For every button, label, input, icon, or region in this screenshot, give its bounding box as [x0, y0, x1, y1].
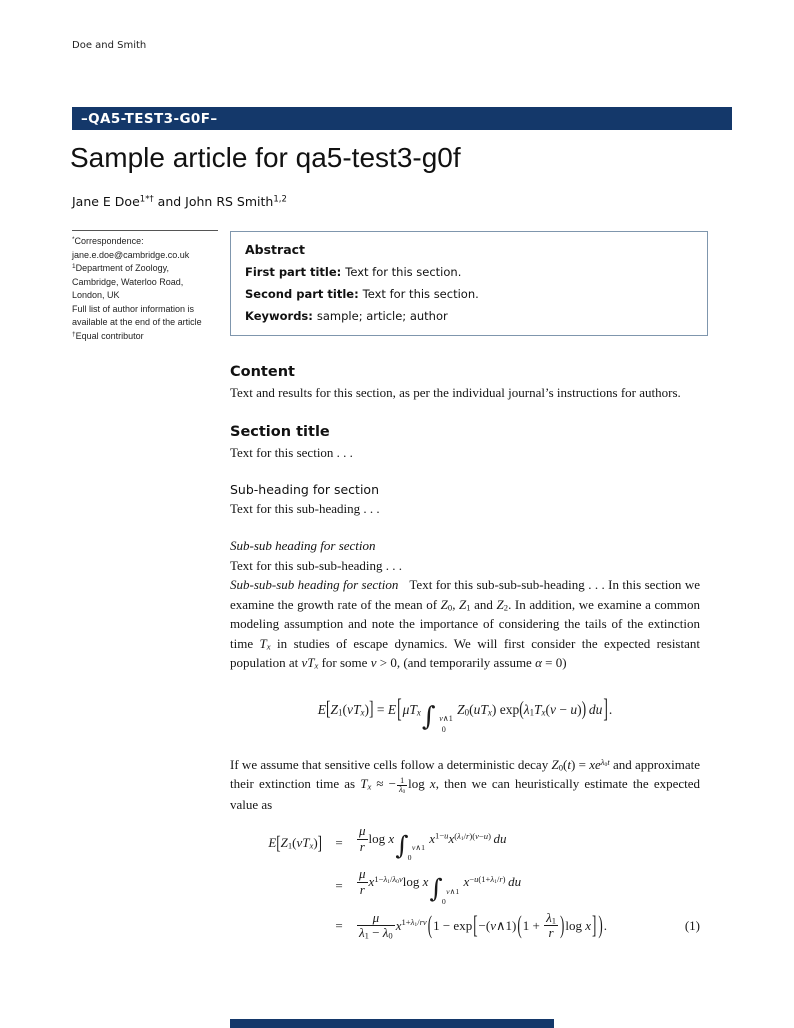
inline-math: α = 0 — [535, 655, 563, 670]
correspondence-note — [72, 230, 218, 343]
sidebar-lines — [72, 235, 218, 343]
inline-math: $Z_1$ — [459, 596, 471, 613]
sidebar-line: *Correspondence: — [72, 235, 144, 246]
article-title: Sample article for qa5-test3-g0f — [70, 142, 461, 173]
section-heading: Sub-sub heading for section — [230, 537, 376, 553]
section-heading: Content — [230, 364, 295, 380]
bottom-page-bar — [230, 1019, 554, 1028]
banner-label: –QA5-TEST3-G0F– — [81, 110, 218, 127]
sidebar-line: available at the end of the article — [72, 317, 202, 327]
equation-array — [230, 824, 700, 941]
abstract-row: Keywords: sample; article; author — [245, 309, 448, 323]
sidebar-rule — [72, 230, 218, 231]
paragraph: Text for this sub-sub-heading . . . — [230, 557, 403, 573]
inline-math: $Z_0(t) = xe^{\lambda_0t}$ — [551, 756, 610, 773]
equation-row: = $\frac{\mu}{\lambda_1 - \lambda_0}$ $x^{1+\lambda_1/rv}(1$ − exp[−(v∧1)(1 + $\frac{\lambda_1}{r}$ )log x] ). (1) — [335, 909, 700, 942]
author-affiliation-sup: 1*† — [139, 194, 154, 205]
inline-math: v > 0 — [370, 655, 397, 670]
running-head: Doe and Smith — [72, 40, 147, 51]
paragraph: Sub-sub-sub heading for section Text for this sub-sub-sub-heading . . . In this section we examine the growth rate of the mean of $Z_0$, $Z_1$ and $Z_2$. In addition, we examine a common modeling assumption and note the importance of considering the tails of the extinction time $T_x$ in studies of escape dynamics. We will first consider the expected resistant population at $vT_x$ for some v > 0, (and temporarily assume α = 0) — [230, 577, 701, 671]
equation-row: = $\frac{\mu}{r}$ $x^{1-\lambda_1/\lambda_0v}\log$ x∫ v∧1 0 $x^{-u(1+\lambda_1/r)}$ du — [335, 866, 522, 906]
sidebar-line: jane.e.doe@cambridge.co.uk — [72, 249, 190, 260]
sidebar-line: $^1$Department of Zoology, — [72, 262, 170, 273]
runin-heading: Sub-sub-sub heading for section — [230, 577, 399, 592]
paragraph: Text for this sub-heading . . . — [230, 501, 380, 516]
equation-number: (1) — [684, 917, 700, 933]
sidebar-line: London, UK — [72, 290, 120, 300]
paragraph: If we assume that sensitive cells follow a deterministic decay $Z_0(t) = xe^{\lambda_0t}$ and approximate their extinction time as $T_x$ ≈ − $\frac{1}{\lambda_0}$ log x, then we can heuristically estimate the expected value as — [230, 756, 701, 812]
paragraph: Text and results for this section, as per the individual journal’s instructions for authors. — [230, 385, 681, 400]
sidebar-line: Full list of author information is — [72, 303, 195, 314]
abstract-row: Second part title: Text for this section. — [245, 287, 479, 301]
section-heading: Sub-heading for section — [230, 482, 379, 497]
journal-banner — [72, 107, 732, 130]
sidebar-line: Cambridge, Waterloo Road, — [72, 276, 184, 287]
author-affiliation-sup: 1,2 — [273, 194, 287, 205]
display-equation: $E[Z_1(vT_x)] = E[\mu T_x\int$ v∧1 0 $Z_0(uT_x) \exp(\lambda_1T_x(v - u))$ du]. — [317, 694, 613, 734]
inline-math: $vT_x$ — [301, 655, 319, 671]
section-heading: Section title — [230, 423, 330, 440]
authors-line: Jane E Doe$^{1*\dagger}$ and John RS Smith$^{1,2}$ — [72, 194, 287, 209]
main-content — [230, 364, 700, 946]
abstract-heading: Abstract — [245, 242, 306, 257]
abstract-row: First part title: Text for this section. — [245, 265, 462, 279]
sidebar-line: †Equal contributor — [72, 330, 144, 341]
inline-math: $Z_2$ — [496, 596, 509, 613]
equation-row: $E[Z_1(vT_x)]$ = $\frac{\mu}{r}$ log x∫ v∧1 0 $x^{1-u}x^{(\lambda_1/r)(v-u)}$ du — [268, 823, 507, 863]
paragraph: Text for this section . . . — [230, 444, 353, 460]
inline-math: $T_x$ ≈ − $\frac{1}{\lambda_0}$ log x — [360, 775, 436, 796]
abstract-box — [230, 231, 708, 336]
inline-math: $Z_0$ — [440, 596, 453, 613]
inline-math: $T_x$ — [259, 635, 271, 652]
abstract-rows — [245, 265, 693, 323]
